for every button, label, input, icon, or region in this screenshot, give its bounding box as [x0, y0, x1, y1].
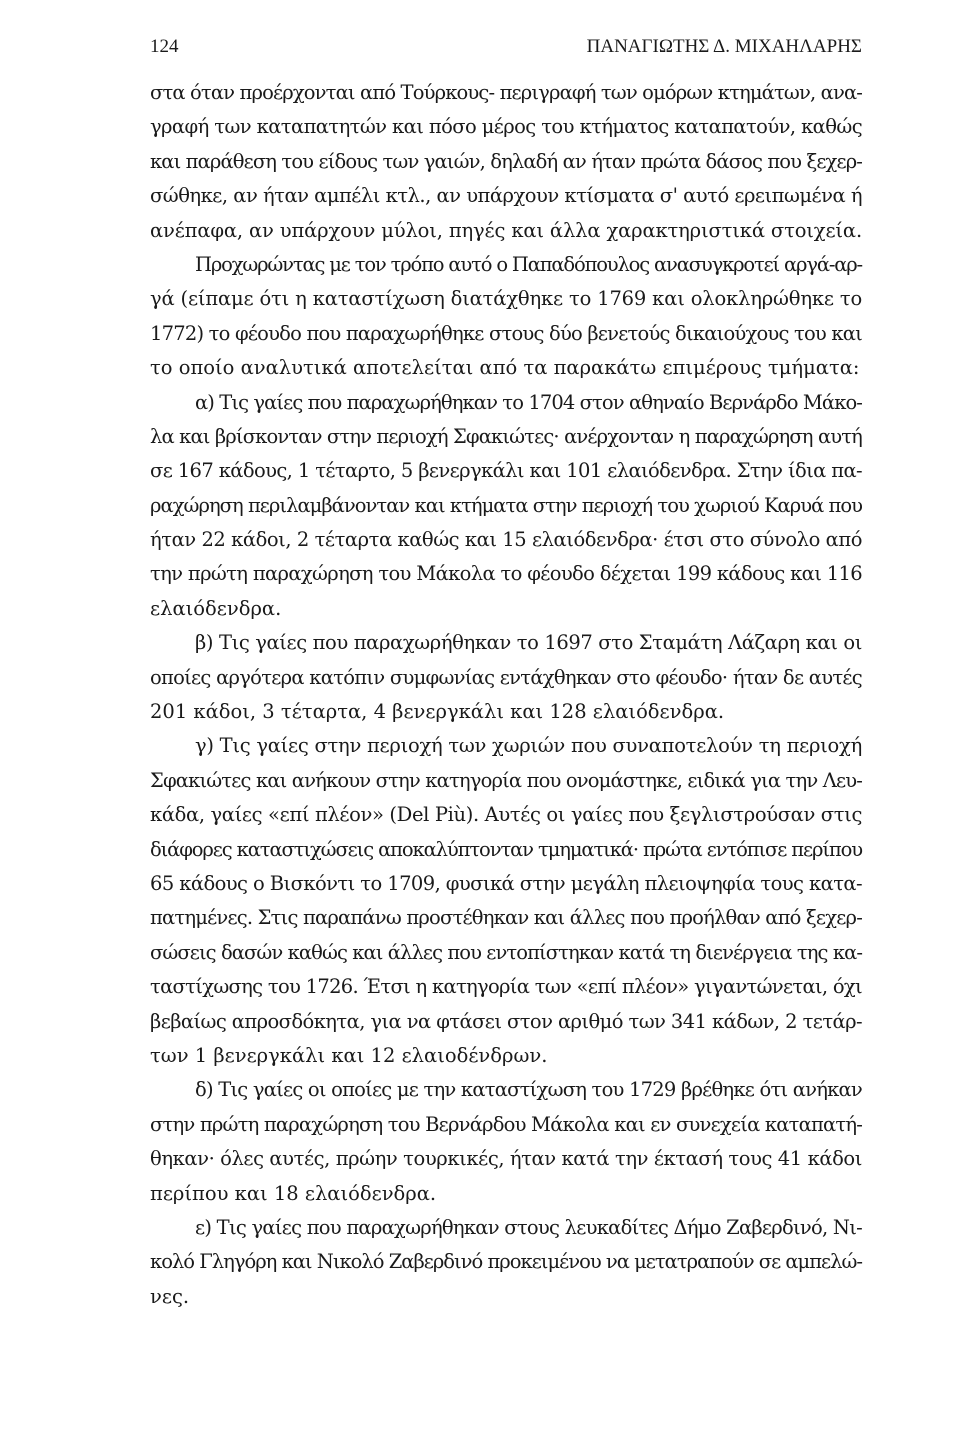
text-line: 1772) το φέουδο που παραχωρήθηκε στους δύο βενετούς δικαιούχους του και — [150, 321, 863, 345]
text-line: την πρώτη παραχώρηση του Μάκολα το φέουδο δέχεται 199 κάδους και 116 — [150, 562, 862, 586]
text-line: σώθηκε, αν ήταν αμπέλι κτλ., αν υπάρχουν κτίσματα σ' αυτό ερειπωμένα ή — [150, 184, 863, 208]
text-line: οποίες αργότερα κατόπιν συμφωνίας εντάχθηκαν στο φέουδο· ήταν δε αυτές — [150, 665, 862, 689]
text-line: περίπου και 18 ελαιόδενδρα. — [150, 1181, 437, 1205]
text-line: πατημένες. Στις παραπάνω προστέθηκαν και άλλες που προήλθαν από ξεχερ- — [150, 906, 862, 930]
text-line: ραχώρηση περιλαμβάνονταν και κτήματα στην περιοχή του χωριού Καρυά που — [150, 493, 863, 517]
text-line: γραφή των καταπατητών και πόσο μέρος του κτήματος καταπατούν, καθώς — [150, 115, 863, 139]
running-title: ΠΑΝΑΓΙΩΤΗΣ Δ. ΜΙΧΑΗΛΑΡΗΣ — [586, 36, 862, 57]
text-line: νες. — [150, 1284, 190, 1308]
text-line: το οποίο αναλυτικά αποτελείται από τα παρακάτω επιμέρους τμήματα: — [150, 356, 860, 380]
book-page — [150, 36, 862, 1314]
text-line: κάδα, γαίες «επί πλέον» (Del Più). Αυτές οι γαίες που ξεγλιστρούσαν στις — [150, 803, 863, 827]
page-number: 124 — [150, 36, 179, 57]
text-line: γά (είπαμε ότι η καταστίχωση διατάχθηκε το 1769 και ολοκληρώθηκε το — [150, 287, 863, 311]
text-line: β) Τις γαίες που παραχωρήθηκαν το 1697 στο Σταμάτη Λάζαρη και οι — [195, 631, 862, 655]
text-line: σε 167 κάδους, 1 τέταρτο, 5 βενεργκάλι και 101 ελαιόδενδρα. Στην ίδια πα- — [150, 459, 862, 483]
text-line: 65 κάδους ο Βισκόντι το 1709, φυσικά στην μεγάλη πλειοψηφία τους κατα- — [150, 871, 863, 895]
body-text — [150, 76, 862, 1314]
text-line: λα και βρίσκονταν στην περιοχή Σφακιώτες· ανέρχονταν η παραχώρηση αυτή — [150, 424, 862, 448]
text-line: α) Τις γαίες που παραχωρήθηκαν το 1704 στον αθηναίο Βερνάρδο Μάκο- — [195, 390, 862, 414]
text-line: κολό Γληγόρη και Νικολό Ζαβερδινό προκειμένου να μετατραπούν σε αμπελώ- — [150, 1250, 862, 1274]
text-line: ανέπαφα, αν υπάρχουν μύλοι, πηγές και άλλα χαρακτηριστικά στοιχεία. — [150, 218, 862, 242]
text-line: διάφορες καταστιχώσεις αποκαλύπτονταν τμηματικά· πρώτα εντόπισε περίπου — [150, 837, 862, 861]
text-line: βεβαίως απροσδόκητα, για να φτάσει στον αριθμό των 341 κάδων, 2 τετάρ- — [150, 1009, 862, 1033]
text-line: 201 κάδοι, 3 τέταρτα, 4 βενεργκάλι και 128 ελαιόδενδρα. — [150, 700, 725, 724]
text-line: Προχωρώντας με τον τρόπο αυτό ο Παπαδόπουλος ανασυγκροτεί αργά-αρ- — [195, 252, 862, 276]
text-line: των 1 βενεργκάλι και 12 ελαιοδένδρων. — [150, 1043, 548, 1067]
text-line: ε) Τις γαίες που παραχωρήθηκαν στους λευκαδίτες Δήμο Ζαβερδινό, Νι- — [195, 1215, 862, 1239]
text-line: Σφακιώτες και ανήκουν στην κατηγορία που ονομάστηκε, ειδικά για την Λευ- — [150, 768, 862, 792]
text-line: και παράθεση του είδους των γαιών, δηλαδή αν ήταν πρώτα δάσος που ξεχερ- — [150, 149, 862, 173]
text-line: σώσεις δασών καθώς και άλλες που εντοπίστηκαν κατά τη διενέργεια της κα- — [150, 940, 863, 964]
text-line: στην πρώτη παραχώρηση του Βερνάρδου Μάκολα και εν συνεχεία καταπατή- — [150, 1112, 863, 1136]
text-line: θηκαν· όλες αυτές, πρώην τουρκικές, ήταν κατά την έκτασή τους 41 κάδοι — [150, 1147, 862, 1171]
text-line: ελαιόδενδρα. — [150, 596, 282, 620]
text-line: ταστίχωσης του 1726. Έτσι η κατηγορία των «επί πλέον» γιγαντώνεται, όχι — [150, 975, 862, 999]
text-line: γ) Τις γαίες στην περιοχή των χωριών που συναποτελούν τη περιοχή — [195, 734, 862, 758]
text-line: στα όταν προέρχονται από Τούρκους- περιγραφή των ομόρων κτημάτων, ανα- — [150, 81, 863, 104]
text-line: ήταν 22 κάδοι, 2 τέταρτα καθώς και 15 ελαιόδενδρα· έτσι στο σύνολο από — [150, 528, 862, 552]
running-head — [150, 36, 862, 58]
text-line: δ) Τις γαίες οι οποίες με την καταστίχωση του 1729 βρέθηκε ότι ανήκαν — [195, 1078, 862, 1102]
